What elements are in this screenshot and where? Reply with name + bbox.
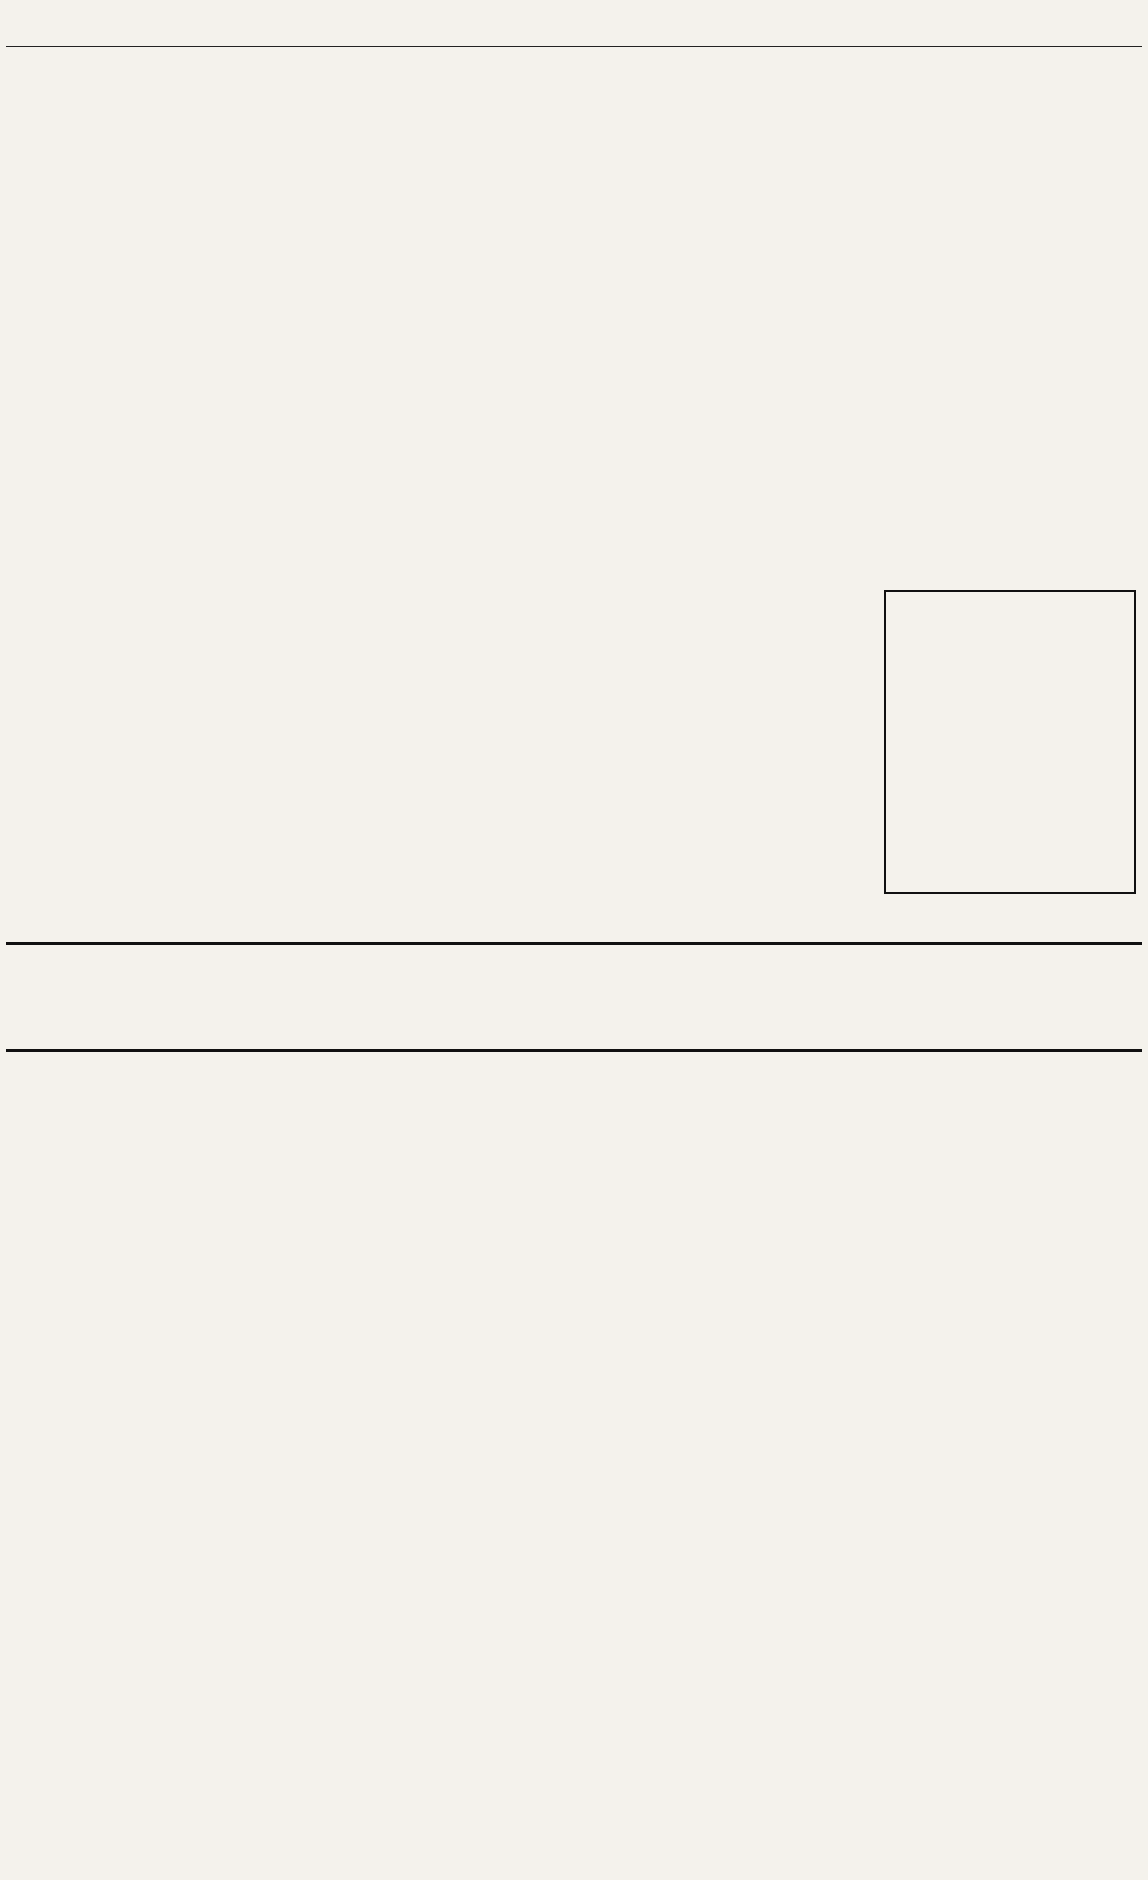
service-directory (6, 1050, 1142, 1876)
page-header (6, 6, 1142, 28)
service-guide-banner (6, 942, 1142, 1052)
harold-smith-ad (884, 590, 1136, 894)
